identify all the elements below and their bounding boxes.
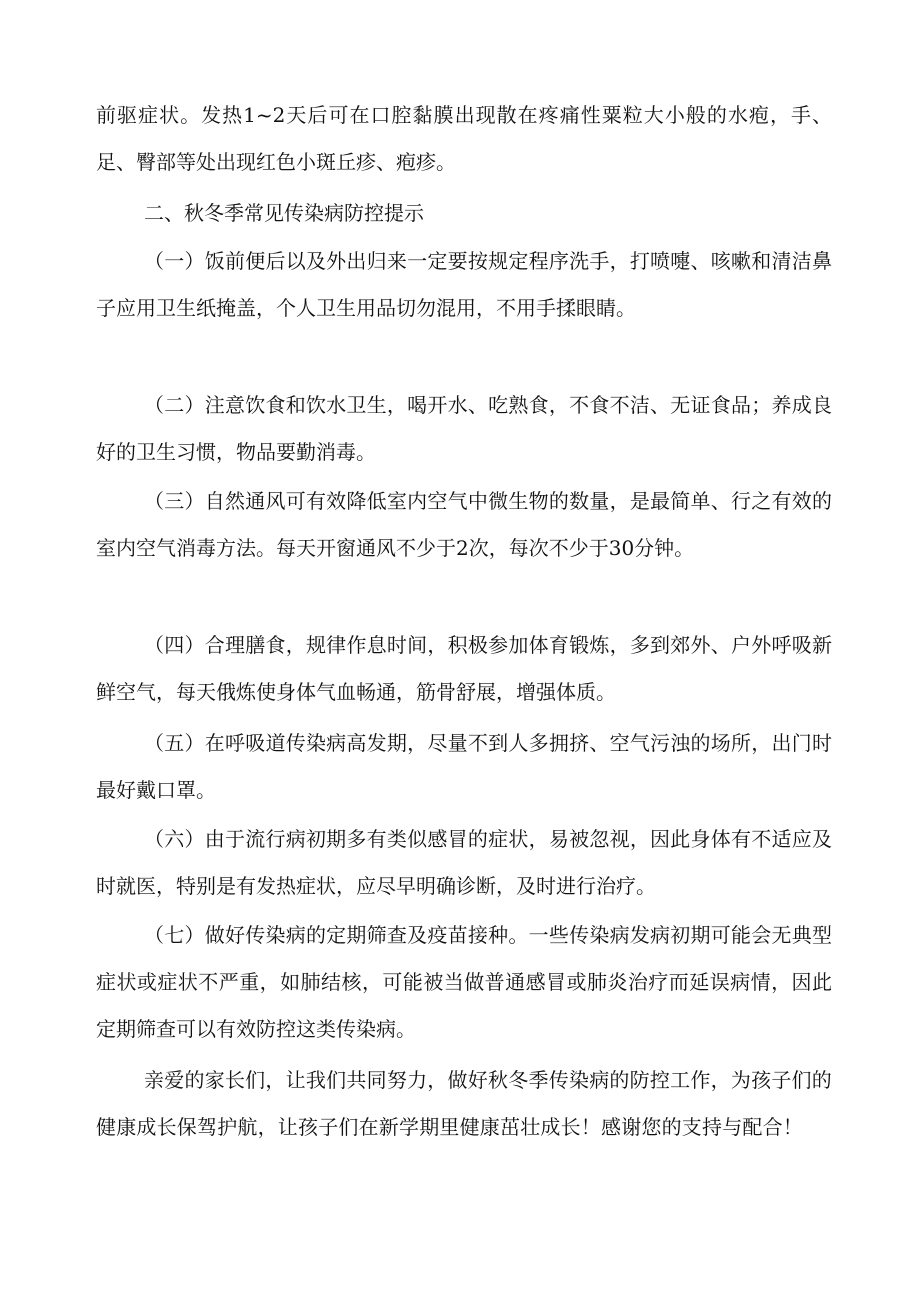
- tip-paragraph-4: （四）合理膳食，规律作息时间，积极参加体育锻炼，多到郊外、户外呼吸新鲜空气，每天俄炼使身体气血畅通，筋骨舒展，增强体质。: [96, 633, 832, 704]
- section-heading-prevention-tips: 二、秋冬季常见传染病防控提示: [144, 201, 424, 225]
- tip-paragraph-3: （三）自然通风可有效降低室内空气中微生物的数量，是最简单、行之有效的室内空气消毒方法。每天开窗通风不少于2次，每次不少于30分钟。: [96, 489, 832, 560]
- tip-paragraph-5: （五）在呼吸道传染病高发期，尽量不到人多拥挤、空气污浊的场所，出门时最好戴口罩。: [96, 731, 832, 802]
- paragraph-symptoms-continued: 前驱症状。发热1~2天后可在口腔黏膜出现散在疼痛性粟粒大小般的水疱，手、足、臀部等处出现红色小斑丘疹、疱疹。: [96, 103, 832, 174]
- tip-paragraph-1: （一）饭前便后以及外出归来一定要按规定程序洗手，打喷嚏、咳嗽和清洁鼻子应用卫生纸掩盖，个人卫生用品切勿混用，不用手揉眼睛。: [96, 249, 832, 320]
- tip-paragraph-7: （七）做好传染病的定期筛查及疫苗接种。一些传染病发病初期可能会无典型症状或症状不严重，如肺结核，可能被当做普通感冒或肺炎治疗而延误病情，因此定期筛查可以有效防控这类传染病。: [96, 923, 832, 1041]
- closing-paragraph: 亲爱的家长们，让我们共同努力，做好秋冬季传染病的防控工作，为孩子们的健康成长保驾护航，让孩子们在新学期里健康茁壮成长！感谢您的支持与配合！: [96, 1068, 832, 1139]
- tip-paragraph-6: （六）由于流行病初期多有类似感冒的症状，易被忽视，因此身体有不适应及时就医，特别是有发热症状，应尽早明确诊断，及时进行治疗。: [96, 827, 832, 898]
- tip-paragraph-2: （二）注意饮食和饮水卫生，喝开水、吃熟食，不食不洁、无证食品；养成良好的卫生习惯，物品要勤消毒。: [96, 393, 832, 464]
